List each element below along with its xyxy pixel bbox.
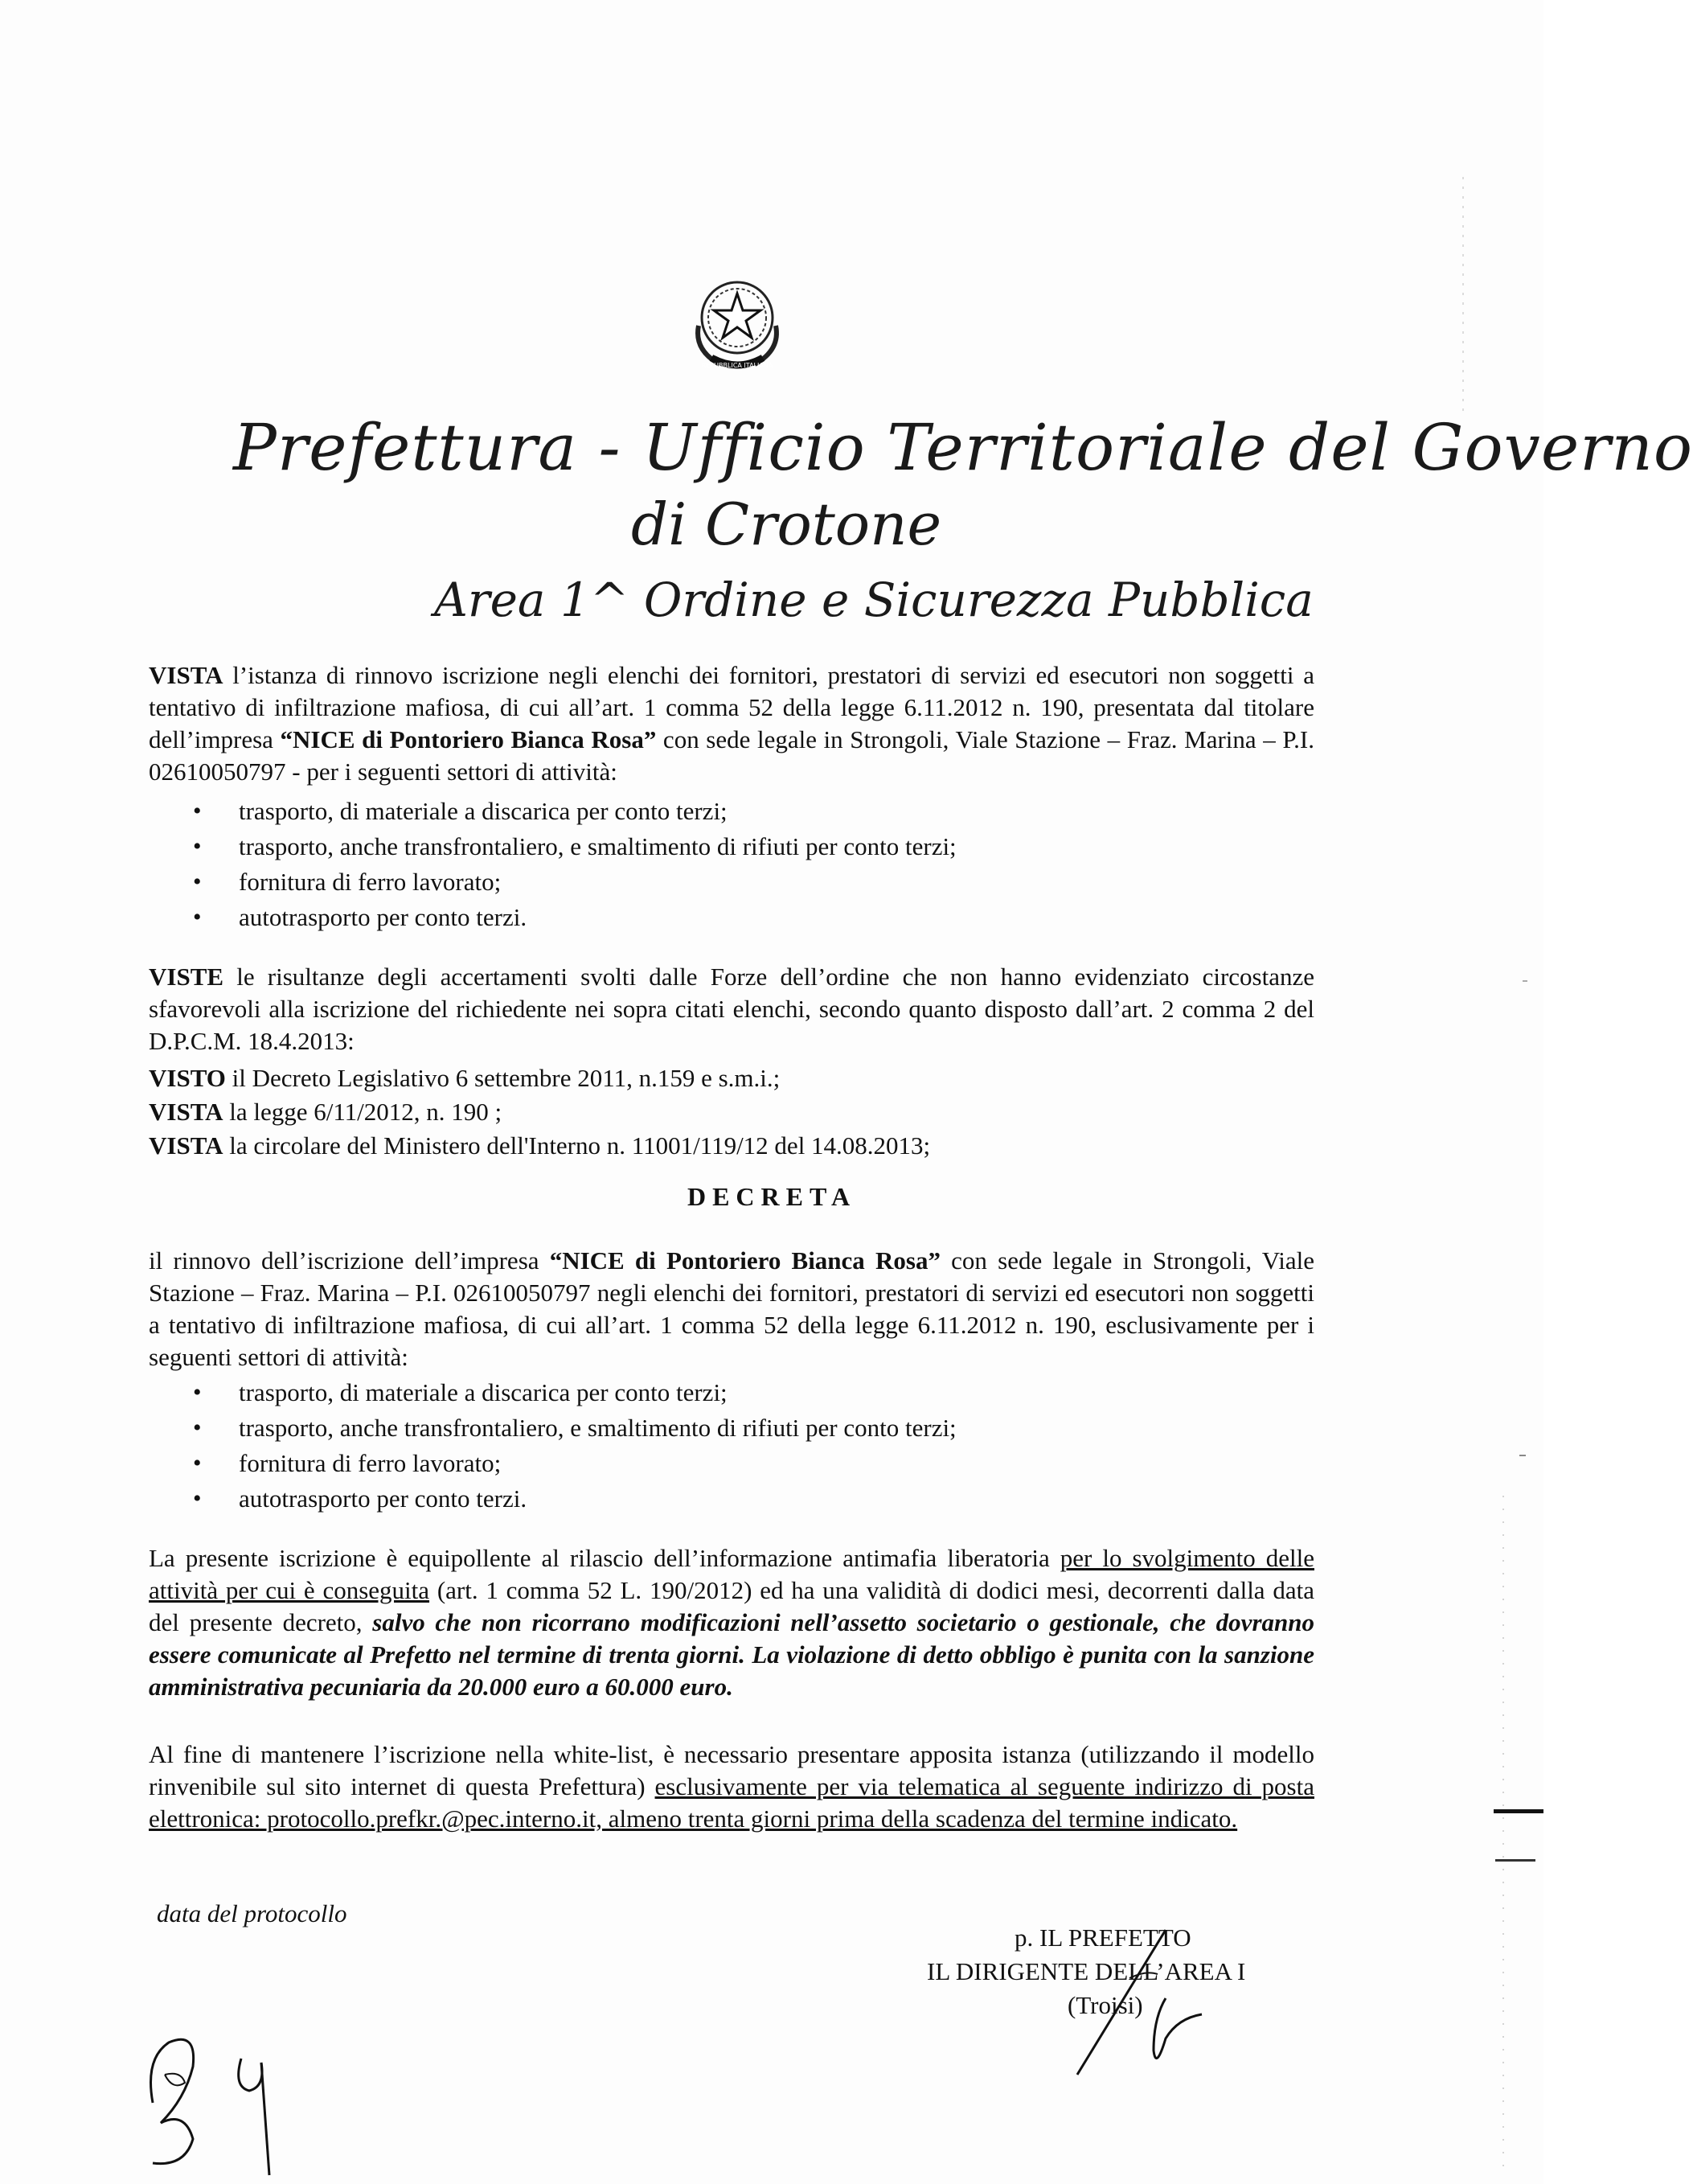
list-item: • fornitura di ferro lavorato; bbox=[193, 864, 957, 900]
granted-activities-list bbox=[193, 1375, 957, 1517]
handwritten-signature bbox=[1045, 1930, 1214, 2083]
prefecture-area: Area 1^ Ordine e Sicurezza Pubblica bbox=[434, 573, 1314, 627]
intro-paragraph: VISTA l’istanza di rinnovo iscrizione negli elenchi dei fornitori, prestatori di servizi ed esecutori non soggetti a tentativo di infiltrazione mafiosa, di cui all’art. 1 comma 52 della legge 6.11.2012 n. 190, presentata dal titolare dell’impresa “NICE di Pontoriero Bianca Rosa” con sede legale in Strongoli, Viale Stazione – Fraz. Marina – P.I. 02610050797 - per i seguenti settori di attività: bbox=[149, 661, 1314, 786]
signature-director-line: IL DIRIGENTE DELL’AREA I bbox=[927, 1957, 1246, 1985]
visto-line: VISTA la legge 6/11/2012, n. 190 ; bbox=[149, 1098, 502, 1126]
italian-republic-emblem bbox=[687, 269, 787, 374]
scan-edge-marks bbox=[1455, 0, 1543, 2184]
list-item: • trasporto, di materiale a discarica per conto terzi; bbox=[193, 794, 957, 829]
list-item: • autotrasporto per conto terzi. bbox=[193, 900, 957, 935]
list-item: • fornitura di ferro lavorato; bbox=[193, 1446, 957, 1481]
list-item: • autotrasporto per conto terzi. bbox=[193, 1481, 957, 1517]
protocol-date-note: data del protocollo bbox=[157, 1899, 347, 1927]
list-item: • trasporto, anche transfrontaliero, e smaltimento di rifiuti per conto terzi; bbox=[193, 1410, 957, 1446]
decreta-heading: DECRETA bbox=[687, 1182, 857, 1211]
signature-prefect-line: p. IL PREFETTO bbox=[1015, 1923, 1191, 1952]
list-item: • trasporto, di materiale a discarica per conto terzi; bbox=[193, 1375, 957, 1410]
pec-address-text: esclusivamente per via telematica al seguente indirizzo di posta elettronica: protocollo.prefkr.@pec.interno.it, almeno trenta giorni prima della scadenza del termine indicato. bbox=[149, 1772, 1314, 1833]
requested-activities-list bbox=[193, 794, 957, 935]
visto-line: VISTA la circolare del Ministero dell'Interno n. 11001/119/12 del 14.08.2013; bbox=[149, 1131, 931, 1160]
signature-name: (Troisi) bbox=[1068, 1991, 1143, 2019]
visti-block bbox=[149, 1061, 1314, 1163]
handwritten-initials bbox=[137, 2026, 330, 2179]
viste-paragraph: VISTE le risultanze degli accertamenti svolti dalle Forze dell’ordine che non hanno evidenziato circostanze sfavorevoli alla iscrizione del richiedente nei sopra citati elenchi, secondo quanto disposto dall’art. 2 comma 2 del D.P.C.M. 18.4.2013: bbox=[149, 963, 1314, 1055]
validity-paragraph: La presente iscrizione è equipollente al rilascio dell’informazione antimafia liberatoria per lo svolgimento delle attività per cui è conseguita (art. 1 comma 52 L. 190/2012) ed ha una validità di dodici mesi, decorrenti dalla data del presente decreto, salvo che non ricorrano modificazioni nell’assetto societario o gestionale, che dovranno essere comunicate al Prefetto nel termine di trenta giorni. La violazione di detto obbligo è punita con la sanzione amministrativa pecuniaria da 20.000 euro a 60.000 euro. bbox=[149, 1544, 1314, 1701]
renewal-paragraph: Al fine di mantenere l’iscrizione nella white-list, è necessario presentare apposita istanza (utilizzando il modello rinvenibile sul sito internet di questa Prefettura) esclusivamente per via telematica al seguente indirizzo di posta elettronica: protocollo.prefkr.@pec.interno.it, almeno trenta giorni prima della scadenza del termine indicato. bbox=[149, 1740, 1314, 1833]
prefecture-title: Prefettura - Ufficio Territoriale del Governo bbox=[233, 410, 1693, 485]
decree-paragraph: il rinnovo dell’iscrizione dell’impresa “NICE di Pontoriero Bianca Rosa” con sede legale in Strongoli, Viale Stazione – Fraz. Marina – P.I. 02610050797 negli elenchi dei fornitori, prestatori di servizi ed esecutori non soggetti a tentativo di infiltrazione mafiosa, di cui all’art. 1 comma 52 della legge 6.11.2012 n. 190, esclusivamente per i seguenti settori di attività: bbox=[149, 1246, 1314, 1371]
svg-text:REPUBBLICA ITALIANA: REPUBBLICA ITALIANA bbox=[701, 362, 773, 369]
prefecture-city: di Crotone bbox=[631, 491, 942, 558]
visto-line: VISTO il Decreto Legislativo 6 settembre 2011, n.159 e s.m.i.; bbox=[149, 1064, 781, 1092]
list-item: • trasporto, anche transfrontaliero, e smaltimento di rifiuti per conto terzi; bbox=[193, 829, 957, 864]
